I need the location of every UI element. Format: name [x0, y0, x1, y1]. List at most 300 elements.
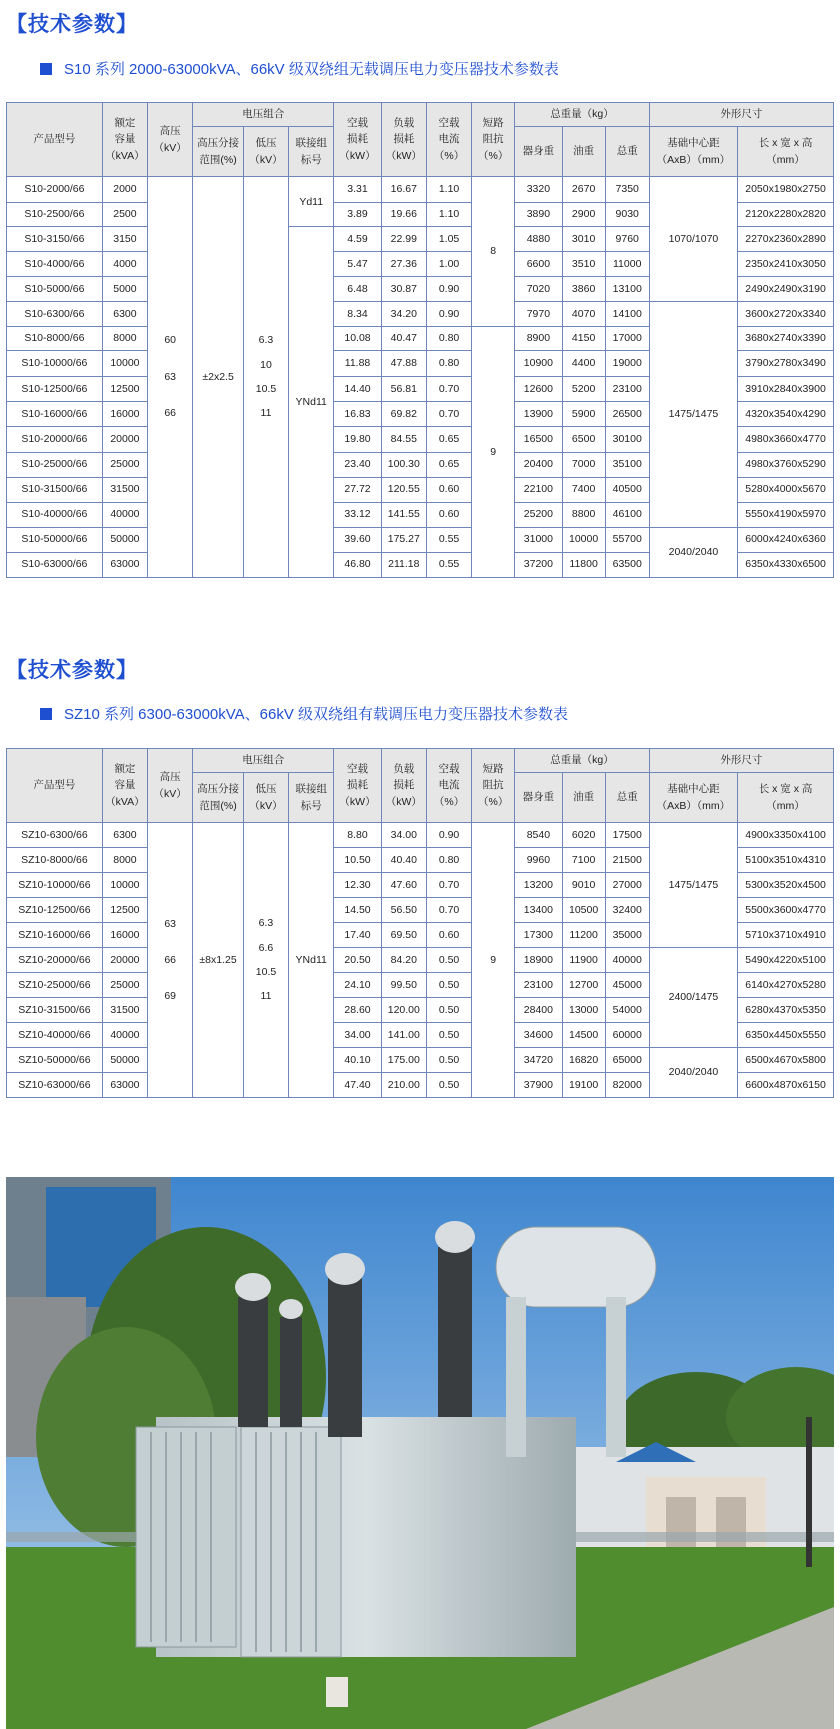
merged-value: 10.5 [255, 966, 277, 978]
cell-model: S10-31500/66 [7, 477, 103, 502]
header-lv-l1: 低压 [255, 137, 277, 150]
cell-gross-weight: 40500 [605, 477, 649, 502]
cell-noload-current: 0.60 [426, 502, 471, 527]
cell-oil-weight: 6500 [562, 427, 605, 452]
cell-noload-current: 0.80 [426, 848, 471, 873]
cell-tap-merged: ±8x1.25 [193, 823, 244, 1098]
cell-dimensions: 5300x3520x4500 [738, 873, 834, 898]
cell-model: S10-3150/66 [7, 227, 103, 252]
cell-noload-current: 0.90 [426, 276, 471, 301]
cell-dimensions: 5550x4190x5970 [738, 502, 834, 527]
header-noload-loss-l1: 空载 [347, 117, 369, 130]
cell-gross-weight: 14100 [605, 301, 649, 326]
header-dimensions: 外形尺寸 [649, 749, 833, 773]
cell-gross-weight: 60000 [605, 1023, 649, 1048]
cell-noload-loss: 10.08 [334, 326, 381, 351]
cell-body-weight: 9960 [515, 848, 562, 873]
header-gauge-l2: （AxB）（mm） [656, 153, 731, 166]
merged-value: 63 [164, 370, 176, 383]
header-impedance-l3: （%） [478, 149, 509, 162]
cell-model: SZ10-31500/66 [7, 998, 103, 1023]
table-row [7, 948, 834, 973]
cell-load-loss: 120.55 [381, 477, 426, 502]
cell-load-loss: 30.87 [381, 276, 426, 301]
cell-load-loss: 210.00 [381, 1073, 426, 1098]
cell-dimensions: 5490x4220x5100 [738, 948, 834, 973]
cell-capacity: 31500 [102, 998, 147, 1023]
cell-dimensions: 6350x4450x5550 [738, 1023, 834, 1048]
header-tap-l1: 高压分接 [197, 783, 240, 796]
header-noload-current-l2: 电流 [438, 779, 460, 792]
header-lv-l2: （kV） [249, 799, 283, 812]
cell-capacity: 20000 [102, 948, 147, 973]
cell-dimensions: 4980x3760x5290 [738, 452, 834, 477]
section1-subtitle [40, 58, 559, 79]
cell-oil-weight: 3510 [562, 251, 605, 276]
cell-capacity: 2000 [102, 177, 147, 203]
cell-noload-current: 0.70 [426, 401, 471, 426]
cell-hv-merged [148, 177, 193, 578]
cell-noload-current: 0.80 [426, 326, 471, 351]
cell-oil-weight: 4070 [562, 301, 605, 326]
cell-body-weight: 22100 [515, 477, 562, 502]
header-capacity-l3: （kVA） [105, 149, 145, 162]
cell-noload-current: 0.50 [426, 998, 471, 1023]
cell-dimensions: 4320x3540x4290 [738, 401, 834, 426]
cell-oil-weight: 9010 [562, 873, 605, 898]
header-capacity [102, 749, 147, 823]
cell-load-loss: 211.18 [381, 552, 426, 577]
cell-noload-loss: 4.59 [334, 227, 381, 252]
cell-oil-weight: 12700 [562, 973, 605, 998]
cell-oil-weight: 3860 [562, 276, 605, 301]
cell-capacity: 4000 [102, 251, 147, 276]
header-lwh [738, 127, 834, 177]
header-capacity-l2: 容量 [114, 779, 136, 792]
cell-oil-weight: 7400 [562, 477, 605, 502]
cell-noload-current: 0.50 [426, 1023, 471, 1048]
cell-load-loss: 84.55 [381, 427, 426, 452]
cell-gross-weight: 27000 [605, 873, 649, 898]
cell-noload-loss: 14.40 [334, 376, 381, 401]
cell-noload-loss: 23.40 [334, 452, 381, 477]
cell-model: SZ10-12500/66 [7, 898, 103, 923]
cell-body-weight: 7020 [515, 276, 562, 301]
header-hv [148, 749, 193, 823]
cell-dimensions: 6280x4370x5350 [738, 998, 834, 1023]
cell-gross-weight: 82000 [605, 1073, 649, 1098]
header-load-loss [381, 749, 426, 823]
cell-oil-weight: 16820 [562, 1048, 605, 1073]
cell-dimensions: 2350x2410x3050 [738, 251, 834, 276]
cell-load-loss: 34.20 [381, 301, 426, 326]
header-gross-weight: 总重 [605, 127, 649, 177]
cell-body-weight: 6600 [515, 251, 562, 276]
cell-capacity: 6300 [102, 823, 147, 848]
cell-oil-weight: 4150 [562, 326, 605, 351]
cell-load-loss: 19.66 [381, 202, 426, 227]
merged-value: 6.3 [258, 917, 274, 930]
cell-noload-loss: 3.31 [334, 177, 381, 203]
cell-dimensions: 4900x3350x4100 [738, 823, 834, 848]
cell-capacity: 12500 [102, 898, 147, 923]
cell-oil-weight: 5200 [562, 376, 605, 401]
cell-gross-weight: 13100 [605, 276, 649, 301]
cell-load-loss: 27.36 [381, 251, 426, 276]
cell-noload-current: 0.70 [426, 873, 471, 898]
cell-gauge-merged: 1475/1475 [649, 301, 737, 527]
cell-body-weight: 8540 [515, 823, 562, 848]
header-noload-current-l1: 空载 [438, 763, 460, 776]
header-tap-l2: 范围(%) [199, 799, 237, 812]
cell-load-loss: 22.99 [381, 227, 426, 252]
cell-model: S10-20000/66 [7, 427, 103, 452]
header-lv [243, 773, 288, 823]
header-vector-l2: 标号 [300, 153, 322, 166]
merged-value: 66 [164, 406, 176, 419]
merged-value: 66 [164, 953, 176, 966]
header-capacity [102, 103, 147, 177]
cell-body-weight: 12600 [515, 376, 562, 401]
cell-model: S10-5000/66 [7, 276, 103, 301]
header-hv-l2: （kV） [153, 787, 187, 800]
cell-noload-loss: 11.88 [334, 351, 381, 376]
cell-dimensions: 2120x2280x2820 [738, 202, 834, 227]
header-noload-loss [334, 103, 381, 177]
cell-dimensions: 5710x3710x4910 [738, 923, 834, 948]
header-noload-loss-l2: 损耗 [347, 779, 369, 792]
cell-gross-weight: 11000 [605, 251, 649, 276]
cell-body-weight: 13200 [515, 873, 562, 898]
header-gauge-l1: 基础中心距 [667, 137, 720, 150]
merged-value: 11 [260, 990, 272, 1003]
header-vector [289, 127, 334, 177]
header-tap [193, 127, 244, 177]
merged-value: 10.5 [255, 382, 277, 395]
header-model: 产品型号 [7, 103, 103, 177]
cell-dimensions: 3680x2740x3390 [738, 326, 834, 351]
header-noload-current [426, 103, 471, 177]
header-total-weight: 总重量（kg） [515, 103, 650, 127]
cell-gauge-merged: 2040/2040 [649, 527, 737, 577]
cell-capacity: 25000 [102, 973, 147, 998]
cell-gross-weight: 17000 [605, 326, 649, 351]
cell-oil-weight: 3010 [562, 227, 605, 252]
cell-dimensions: 5280x4000x5670 [738, 477, 834, 502]
cell-noload-loss: 20.50 [334, 948, 381, 973]
cell-capacity: 40000 [102, 502, 147, 527]
cell-noload-loss: 40.10 [334, 1048, 381, 1073]
cell-oil-weight: 13000 [562, 998, 605, 1023]
cell-tap-merged: ±2x2.5 [193, 177, 244, 578]
cell-noload-current: 0.55 [426, 552, 471, 577]
cell-dimensions: 2490x2490x3190 [738, 276, 834, 301]
transformer-photo [6, 1177, 834, 1729]
cell-gross-weight: 7350 [605, 177, 649, 203]
cell-body-weight: 28400 [515, 998, 562, 1023]
cell-model: S10-6300/66 [7, 301, 103, 326]
cell-body-weight: 7970 [515, 301, 562, 326]
conservator-tank [496, 1227, 656, 1307]
cell-gauge-merged: 1475/1475 [649, 823, 737, 948]
cell-noload-current: 0.55 [426, 527, 471, 552]
header-hv [148, 103, 193, 177]
cell-model: S10-63000/66 [7, 552, 103, 577]
cell-gross-weight: 35000 [605, 923, 649, 948]
cell-model: S10-4000/66 [7, 251, 103, 276]
header-tap-l1: 高压分接 [197, 137, 240, 150]
cell-load-loss: 40.40 [381, 848, 426, 873]
cell-load-loss: 100.30 [381, 452, 426, 477]
section2-title: 【技术参数】 [6, 659, 138, 682]
header-gauge-l2: （AxB）（mm） [656, 799, 731, 812]
cell-capacity: 5000 [102, 276, 147, 301]
cell-capacity: 25000 [102, 452, 147, 477]
cell-capacity: 63000 [102, 1073, 147, 1098]
header-load-loss-l3: （kW） [385, 795, 422, 808]
header-lwh-l1: 长 x 宽 x 高 [758, 783, 813, 796]
cell-load-loss: 56.81 [381, 376, 426, 401]
cell-load-loss: 175.27 [381, 527, 426, 552]
cell-hv-merged [148, 823, 193, 1098]
cell-gross-weight: 21500 [605, 848, 649, 873]
cell-gross-weight: 35100 [605, 452, 649, 477]
cell-noload-loss: 8.80 [334, 823, 381, 848]
cell-gross-weight: 19000 [605, 351, 649, 376]
header-noload-loss-l3: （kW） [339, 795, 376, 808]
cell-gross-weight: 63500 [605, 552, 649, 577]
cell-dimensions: 5500x3600x4770 [738, 898, 834, 923]
cell-noload-loss: 33.12 [334, 502, 381, 527]
header-lwh-l2: （mm） [766, 153, 805, 166]
cell-oil-weight: 10500 [562, 898, 605, 923]
header-voltage-group: 电压组合 [193, 103, 334, 127]
cell-gross-weight: 45000 [605, 973, 649, 998]
cell-load-loss: 47.60 [381, 873, 426, 898]
cell-noload-loss: 28.60 [334, 998, 381, 1023]
cell-load-loss: 40.47 [381, 326, 426, 351]
cell-noload-current: 0.90 [426, 823, 471, 848]
cell-body-weight: 20400 [515, 452, 562, 477]
cell-body-weight: 4880 [515, 227, 562, 252]
table-row [7, 1048, 834, 1073]
section2-subtitle-text: SZ10 系列 6300-63000kVA、66kV 级双绕组有载调压电力变压器技术参数表 [64, 706, 569, 723]
header-oil-weight: 油重 [562, 773, 605, 823]
cell-noload-current: 0.60 [426, 923, 471, 948]
cell-noload-current: 1.00 [426, 251, 471, 276]
cell-dimensions: 6000x4240x6360 [738, 527, 834, 552]
cell-oil-weight: 2670 [562, 177, 605, 203]
cell-capacity: 31500 [102, 477, 147, 502]
cell-capacity: 50000 [102, 527, 147, 552]
cell-noload-current: 0.50 [426, 1048, 471, 1073]
header-gauge [649, 773, 737, 823]
cell-dimensions: 2050x1980x2750 [738, 177, 834, 203]
header-tap [193, 773, 244, 823]
s10-spec-table [6, 102, 834, 578]
header-hv-l1: 高压 [159, 771, 181, 784]
cell-load-loss: 99.50 [381, 973, 426, 998]
header-capacity-l3: （kVA） [105, 795, 145, 808]
cell-noload-current: 0.60 [426, 477, 471, 502]
header-noload-loss-l2: 损耗 [347, 133, 369, 146]
header-lv-l1: 低压 [255, 783, 277, 796]
cell-dimensions: 3600x2720x3340 [738, 301, 834, 326]
header-gauge [649, 127, 737, 177]
cell-dimensions: 5100x3510x4310 [738, 848, 834, 873]
merged-value: 10 [260, 358, 272, 371]
cell-dimensions: 3790x2780x3490 [738, 351, 834, 376]
cell-body-weight: 34720 [515, 1048, 562, 1073]
header-noload-loss-l1: 空载 [347, 763, 369, 776]
transformer-illustration [6, 1177, 834, 1729]
cell-oil-weight: 11200 [562, 923, 605, 948]
conservator-support [506, 1297, 526, 1457]
cell-noload-loss: 27.72 [334, 477, 381, 502]
cell-body-weight: 17300 [515, 923, 562, 948]
header-impedance-l2: 阻抗 [482, 779, 504, 792]
cell-capacity: 16000 [102, 923, 147, 948]
cell-capacity: 40000 [102, 1023, 147, 1048]
cell-noload-loss: 16.83 [334, 401, 381, 426]
cell-load-loss: 175.00 [381, 1048, 426, 1073]
cell-load-loss: 56.50 [381, 898, 426, 923]
cell-load-loss: 34.00 [381, 823, 426, 848]
cell-capacity: 8000 [102, 848, 147, 873]
cell-body-weight: 10900 [515, 351, 562, 376]
cell-model: S10-10000/66 [7, 351, 103, 376]
header-impedance-l1: 短路 [482, 117, 504, 130]
cell-noload-current: 0.50 [426, 948, 471, 973]
cell-vector-yd11: Yd11 [289, 177, 334, 227]
header-impedance-l3: （%） [478, 795, 509, 808]
header-lwh [738, 773, 834, 823]
cell-dimensions: 6500x4670x5800 [738, 1048, 834, 1073]
cell-capacity: 3150 [102, 227, 147, 252]
cell-model: S10-25000/66 [7, 452, 103, 477]
cell-noload-loss: 10.50 [334, 848, 381, 873]
cell-noload-loss: 47.40 [334, 1073, 381, 1098]
merged-value: 60 [164, 334, 176, 347]
cell-capacity: 10000 [102, 873, 147, 898]
header-hv-l1: 高压 [159, 125, 181, 138]
cell-noload-loss: 46.80 [334, 552, 381, 577]
header-lv [243, 127, 288, 177]
header-oil-weight: 油重 [562, 127, 605, 177]
header-body-weight: 器身重 [515, 127, 562, 177]
cell-gauge-merged: 1070/1070 [649, 177, 737, 302]
cell-noload-loss: 8.34 [334, 301, 381, 326]
cell-capacity: 50000 [102, 1048, 147, 1073]
cell-body-weight: 37900 [515, 1073, 562, 1098]
cell-model: SZ10-10000/66 [7, 873, 103, 898]
header-noload-loss [334, 749, 381, 823]
cell-noload-current: 0.50 [426, 973, 471, 998]
cell-body-weight: 13900 [515, 401, 562, 426]
header-load-loss-l1: 负载 [393, 763, 415, 776]
header-noload-loss-l3: （kW） [339, 149, 376, 162]
cell-gross-weight: 23100 [605, 376, 649, 401]
cell-impedance-merged: 9 [472, 823, 515, 1098]
bullet-square-icon [40, 708, 52, 720]
header-load-loss [381, 103, 426, 177]
cell-load-loss: 120.00 [381, 998, 426, 1023]
header-noload-current-l2: 电流 [438, 133, 460, 146]
header-gauge-l1: 基础中心距 [667, 783, 720, 796]
cell-dimensions: 4980x3660x4770 [738, 427, 834, 452]
cell-model: S10-40000/66 [7, 502, 103, 527]
cell-noload-current: 0.65 [426, 427, 471, 452]
cell-noload-loss: 3.89 [334, 202, 381, 227]
cell-noload-current: 0.70 [426, 376, 471, 401]
cell-body-weight: 34600 [515, 1023, 562, 1048]
header-model: 产品型号 [7, 749, 103, 823]
conservator-support [606, 1297, 626, 1457]
cell-gross-weight: 40000 [605, 948, 649, 973]
cell-capacity: 10000 [102, 351, 147, 376]
cell-load-loss: 69.82 [381, 401, 426, 426]
cell-lv-merged [243, 177, 288, 578]
header-lwh-l1: 长 x 宽 x 高 [758, 137, 813, 150]
header-tap-l2: 范围(%) [199, 153, 237, 166]
header-body-weight: 器身重 [515, 773, 562, 823]
header-noload-current-l3: （%） [433, 149, 465, 162]
cell-capacity: 16000 [102, 401, 147, 426]
cell-gross-weight: 17500 [605, 823, 649, 848]
cell-model: S10-2500/66 [7, 202, 103, 227]
cell-body-weight: 3890 [515, 202, 562, 227]
cell-body-weight: 31000 [515, 527, 562, 552]
header-vector [289, 773, 334, 823]
cell-oil-weight: 11800 [562, 552, 605, 577]
cell-noload-loss: 24.10 [334, 973, 381, 998]
cell-load-loss: 16.67 [381, 177, 426, 203]
cell-body-weight: 23100 [515, 973, 562, 998]
cell-capacity: 20000 [102, 427, 147, 452]
cell-load-loss: 69.50 [381, 923, 426, 948]
cell-oil-weight: 2900 [562, 202, 605, 227]
section2-subtitle [40, 703, 568, 724]
cell-model: SZ10-20000/66 [7, 948, 103, 973]
cell-load-loss: 47.88 [381, 351, 426, 376]
cell-body-weight: 3320 [515, 177, 562, 203]
cell-model: S10-16000/66 [7, 401, 103, 426]
cell-model: SZ10-16000/66 [7, 923, 103, 948]
cell-oil-weight: 4400 [562, 351, 605, 376]
merged-value: 63 [164, 917, 176, 930]
table-row [7, 177, 834, 203]
cell-oil-weight: 11900 [562, 948, 605, 973]
cell-gross-weight: 30100 [605, 427, 649, 452]
header-noload-current-l1: 空载 [438, 117, 460, 130]
cell-body-weight: 37200 [515, 552, 562, 577]
cell-dimensions: 6350x4330x6500 [738, 552, 834, 577]
cell-model: SZ10-63000/66 [7, 1073, 103, 1098]
header-vector-l2: 标号 [300, 799, 322, 812]
cell-gauge-merged: 2400/1475 [649, 948, 737, 1048]
bullet-square-icon [40, 63, 52, 75]
cell-noload-current: 0.65 [426, 452, 471, 477]
cell-model: SZ10-40000/66 [7, 1023, 103, 1048]
header-load-loss-l1: 负载 [393, 117, 415, 130]
cell-noload-current: 0.70 [426, 898, 471, 923]
cell-noload-current: 1.10 [426, 177, 471, 203]
sz10-spec-table [6, 748, 834, 1098]
cell-gross-weight: 55700 [605, 527, 649, 552]
cell-gross-weight: 65000 [605, 1048, 649, 1073]
cell-capacity: 8000 [102, 326, 147, 351]
cell-gross-weight: 54000 [605, 998, 649, 1023]
